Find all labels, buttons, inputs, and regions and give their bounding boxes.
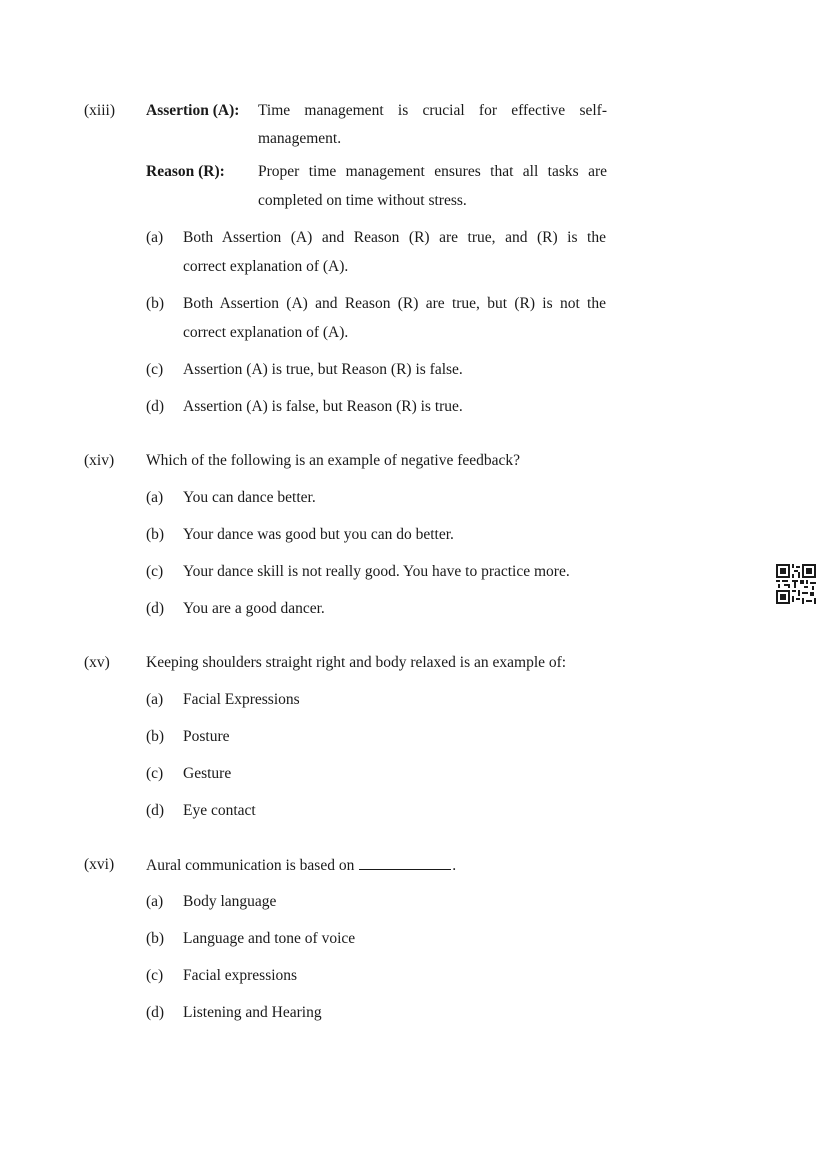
question-number: (xiii)	[84, 102, 115, 119]
option-letter: (b)	[146, 930, 165, 947]
question-text: Keeping shoulders straight right and body relaxed is an example of:	[146, 654, 567, 671]
reason-text-line2: completed on time without stress.	[258, 192, 467, 209]
option-text: Facial expressions	[183, 967, 298, 984]
option-text-line1: Both Assertion (A) and Reason (R) are true, and (R) is the	[183, 229, 606, 246]
option-text: Assertion (A) is true, but Reason (R) is false.	[183, 361, 463, 378]
option-letter: (a)	[146, 691, 164, 708]
option-text: Posture	[183, 728, 230, 745]
question-text: Which of the following is an example of negative feedback?	[146, 452, 521, 469]
option-letter: (c)	[146, 361, 164, 378]
option-letter: (b)	[146, 526, 165, 543]
option-letter: (d)	[146, 600, 165, 617]
assertion-label: Assertion (A):	[146, 102, 240, 119]
option-text: You can dance better.	[183, 489, 316, 506]
option-text-line2: correct explanation of (A).	[183, 324, 349, 341]
option-letter: (b)	[146, 728, 165, 745]
option-text: Language and tone of voice	[183, 930, 356, 947]
reason-text-line1: Proper time management ensures that all tasks are	[258, 163, 607, 180]
option-text-line1: Both Assertion (A) and Reason (R) are true, but (R) is not the	[183, 295, 606, 312]
option-letter: (d)	[146, 1004, 165, 1021]
option-text: You are a good dancer.	[183, 600, 325, 617]
question-number: (xiv)	[84, 452, 115, 469]
assertion-text-line2: management.	[258, 130, 342, 147]
option-text: Body language	[183, 893, 277, 910]
option-letter: (a)	[146, 489, 164, 506]
option-text: Facial Expressions	[183, 691, 300, 708]
question-text-before-blank: Aural communication is based on	[146, 857, 355, 874]
question-number: (xv)	[84, 654, 110, 671]
option-text: Your dance was good but you can do better.	[183, 526, 454, 543]
option-text: Assertion (A) is false, but Reason (R) is true.	[183, 398, 463, 415]
option-text-line2: correct explanation of (A).	[183, 258, 349, 275]
answer-blank	[359, 855, 451, 870]
option-letter: (a)	[146, 893, 164, 910]
option-letter: (d)	[146, 398, 165, 415]
option-letter: (b)	[146, 295, 165, 312]
qr-code-icon	[776, 564, 816, 604]
question-number: (xvi)	[84, 856, 115, 873]
option-text: Listening and Hearing	[183, 1004, 322, 1021]
reason-label: Reason (R):	[146, 163, 225, 180]
option-letter: (c)	[146, 765, 164, 782]
option-letter: (a)	[146, 229, 164, 246]
question-text-after-blank: .	[452, 857, 457, 874]
option-letter: (c)	[146, 967, 164, 984]
option-letter: (c)	[146, 563, 164, 580]
question-text	[146, 855, 456, 876]
option-text: Eye contact	[183, 802, 256, 819]
option-text: Gesture	[183, 765, 232, 782]
assertion-text-line1: Time management is crucial for effective self-	[258, 102, 607, 119]
option-letter: (d)	[146, 802, 165, 819]
option-text: Your dance skill is not really good. You have to practice more.	[183, 563, 570, 580]
